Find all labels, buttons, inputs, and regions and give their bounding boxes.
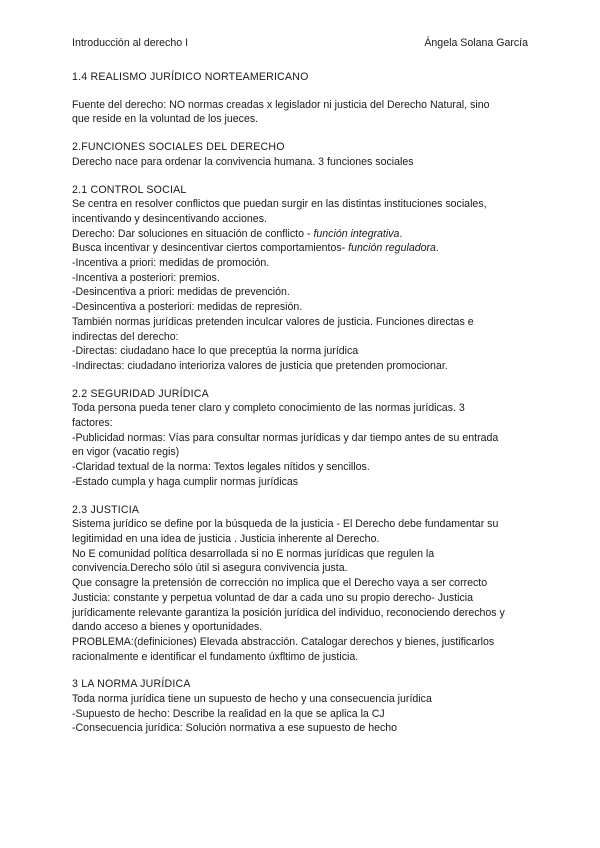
paragraph-line-derecho <box>72 227 528 242</box>
line-end: . <box>399 227 403 240</box>
paragraph-line: Toda persona pueda tener claro y completo conocimiento de las normas jurídicas. 3 <box>72 402 465 415</box>
line-text: Derecho: Dar soluciones en situación de conflicto - <box>72 227 314 240</box>
document-body <box>72 70 528 749</box>
paragraph-line: PROBLEMA:(definiciones) Elevada abstracción. Catalogar derechos y bienes, justificarlos <box>72 635 495 648</box>
header-course-title: Introducción al derecho I <box>72 37 189 49</box>
section-control-social <box>72 183 528 374</box>
section-realismo <box>72 70 528 85</box>
section-norma-juridica <box>72 677 528 736</box>
line-text: Busca incentivar y desincentivar ciertos comportamientos- <box>72 242 349 255</box>
paragraph-line: -Desincentiva a priori: medidas de prevención. <box>72 286 290 299</box>
paragraph-line: jurídicamente relevante garantiza la posición jurídica del individuo, reconociendo derechos y <box>72 606 505 619</box>
section-funciones-sociales <box>72 140 528 169</box>
paragraph-line: que reside en la voluntad de los jueces. <box>72 113 259 126</box>
paragraph-line: -Estado cumpla y haga cumplir normas jurídicas <box>72 475 299 488</box>
paragraph-line: legitimidad en una idea de justicia . Justicia inherente al Derecho. <box>72 532 380 545</box>
paragraph-line: Justicia: constante y perpetua voluntad de dar a cada uno su propio derecho- Justicia <box>72 591 474 604</box>
paragraph-line: -Publicidad normas: Vías para consultar normas jurídicas y dar tiempo antes de su entrada <box>72 431 499 444</box>
paragraph-line: -Supuesto de hecho: Describe la realidad en la que se aplica la CJ <box>72 707 385 720</box>
paragraph-line: Sistema jurídico se define por la búsqueda de la justicia - El Derecho debe fundamentar su <box>72 518 499 531</box>
paragraph-line: -Directas: ciudadano hace lo que preceptúa la norma jurídica <box>72 345 359 358</box>
paragraph-line: Derecho nace para ordenar la convivencia humana. 3 funciones sociales <box>72 155 414 168</box>
paragraph-line: factores: <box>72 417 113 430</box>
paragraph-line: Se centra en resolver conflictos que puedan surgir en las distintas instituciones sociales, <box>72 198 487 211</box>
italic-term: función reguladora <box>348 242 436 255</box>
paragraph-line: Fuente del derecho: NO normas creadas x legislador ni justicia del Derecho Natural, sino <box>72 98 490 111</box>
paragraph-line: racionalmente e identificar el fundamento úxfltimo de justicia. <box>72 650 359 663</box>
paragraph-line: -Incentiva a priori: medidas de promoción. <box>72 257 270 270</box>
section-heading: 2.2 SEGURIDAD JURÍDICA <box>72 387 209 400</box>
section-heading: 2.3 JUSTICIA <box>72 503 140 516</box>
paragraph-line: dando acceso a bienes y oportunidades. <box>72 621 263 634</box>
section-heading: 3 LA NORMA JURÍDICA <box>72 678 191 691</box>
paragraph-line-busca <box>72 241 528 256</box>
paragraph-line: indirectas del derecho: <box>72 330 179 343</box>
paragraph-line: También normas jurídicas pretenden inculcar valores de justicia. Funciones directas e <box>72 315 474 328</box>
paragraph-line: -Desincentiva a posteriori: medidas de represión. <box>72 301 303 314</box>
paragraph-line: convivencia.Derecho sólo útil si asegura convivencia justa. <box>72 562 348 575</box>
paragraph-line: No E comunidad política desarrollada si no E normas jurídicas que regulen la <box>72 547 435 560</box>
section-seguridad-juridica <box>72 387 528 490</box>
header-author-name: Ángela Solana García <box>424 37 528 49</box>
paragraph-line: incentivando y desincentivando acciones. <box>72 212 267 225</box>
section-heading: 2.1 CONTROL SOCIAL <box>72 183 187 196</box>
paragraph-line: -Incentiva a posteriori: premios. <box>72 271 220 284</box>
paragraph-line: Que consagre la pretensión de corrección no implica que el Derecho vaya a ser correcto <box>72 577 488 590</box>
line-end: . <box>435 242 439 255</box>
italic-term: función integrativa <box>313 227 400 240</box>
paragraph-line: en vigor (vacatio regis) <box>72 446 180 459</box>
paragraph-line: Toda norma jurídica tiene un supuesto de hecho y una consecuencia jurídica <box>72 693 432 706</box>
paragraph-line: -Claridad textual de la norma: Textos legales nítidos y sencillos. <box>72 461 370 474</box>
section-heading: 2.FUNCIONES SOCIALES DEL DERECHO <box>72 141 285 154</box>
section-justicia <box>72 503 528 665</box>
paragraph-line: -Consecuencia jurídica: Solución normativa a ese supuesto de hecho <box>72 722 398 735</box>
paragraph-line: -Indirectas: ciudadano interioriza valores de justicia que pretenden promocionar. <box>72 359 448 372</box>
section-fuente-derecho <box>72 98 528 127</box>
section-heading: 1.4 REALISMO JURÍDICO NORTEAMERICANO <box>72 71 309 83</box>
